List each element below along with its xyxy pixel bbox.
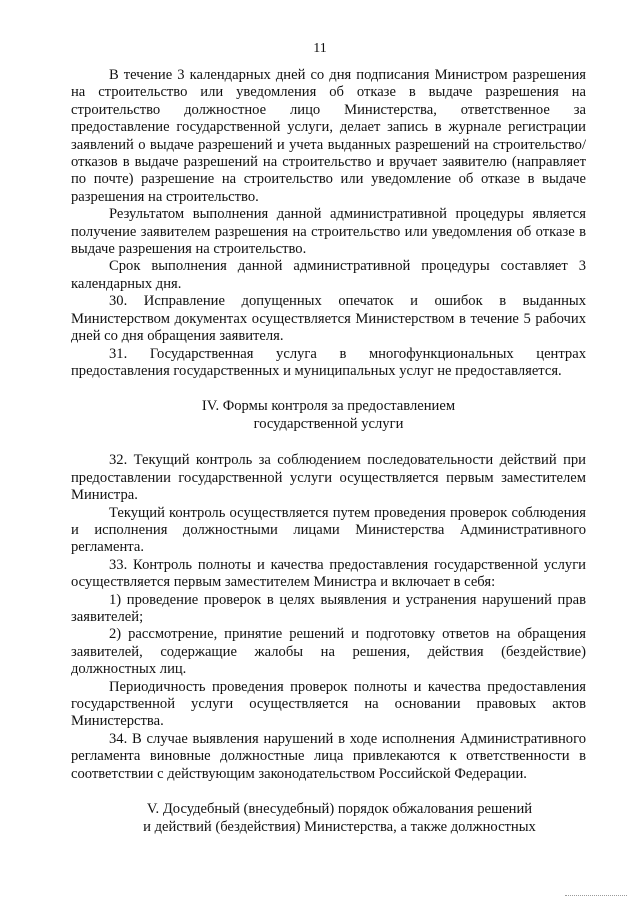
section-heading-v-line-2: и действий (бездействия) Министерства, а также должностных: [143, 819, 536, 836]
section-heading-iv-line-2: государственной услуги: [253, 416, 404, 433]
paragraph-current-control: Текущий контроль осуществляется путем проведения проверок соблюдения и исполнения должностными лицами Министерства Административного регламента.: [71, 504, 586, 556]
paragraph-clause-31: 31. Государственная услуга в многофункциональных центрах предоставления государственных и муниципальных услуг не предоставляется.: [71, 345, 586, 379]
page-body: [71, 67, 586, 836]
paragraph-inspection-frequency: Периодичность проведения проверок полноты и качества предоставления государственной услуги осуществляется на основании правовых актов Министерства.: [71, 678, 586, 730]
section-heading-iv-line-1: IV. Формы контроля за предоставлением: [201, 398, 456, 415]
paragraph-issuance-record: В течение 3 календарных дней со дня подписания Министром разрешения на строительство или уведомления об отказе в выдаче разрешения на строительство должностное лицо Министерства, ответственное за предоставление государственной услуги, делает запись в журнале регистрации заявлений о выдаче разрешений и учета выданных разрешений на строительство/отказов в выдаче разрешений на строительство и вручает заявителю (направляет по почте) разрешение на строительство или уведомление об отказе в выдаче разрешения на строительство.: [71, 67, 586, 205]
paragraph-clause-32: 32. Текущий контроль за соблюдением последовательности действий при предоставлении государственной услуги осуществляется первым заместителем Министра.: [71, 452, 586, 504]
paragraph-procedure-term: Срок выполнения данной административной процедуры составляет 3 календарных дня.: [71, 258, 586, 292]
paragraph-procedure-result: Результатом выполнения данной административной процедуры является получение заявителем разрешения на строительство или уведомления об отказе в выдаче разрешения на строительство.: [71, 206, 586, 258]
paragraph-clause-30: 30. Исправление допущенных опечаток и ошибок в выданных Министерством документах осуществляется Министерством в течение 5 рабочих дней со дня обращения заявителя.: [71, 293, 586, 345]
list-item-2: 2) рассмотрение, принятие решений и подготовку ответов на обращения заявителей, содержащие жалобы на решения, действия (бездействие) должностных лиц.: [71, 626, 586, 678]
paragraph-clause-34: 34. В случае выявления нарушений в ходе исполнения Административного регламента виновные должностные лица привлекаются к ответственности в соответствии с действующим законодательством Российской Федерации.: [71, 730, 586, 782]
scan-artifact: [565, 895, 627, 898]
list-item-1: 1) проведение проверок в целях выявления и устранения нарушений прав заявителей;: [71, 591, 586, 625]
section-heading-iv: [71, 397, 586, 433]
page-number: 11: [313, 41, 327, 56]
section-heading-v-line-1: V. Досудебный (внесудебный) порядок обжалования решений: [146, 801, 533, 818]
section-heading-v: [71, 800, 586, 836]
paragraph-clause-33: 33. Контроль полноты и качества предоставления государственной услуги осуществляется первым заместителем Министра и включает в себя:: [71, 556, 586, 591]
